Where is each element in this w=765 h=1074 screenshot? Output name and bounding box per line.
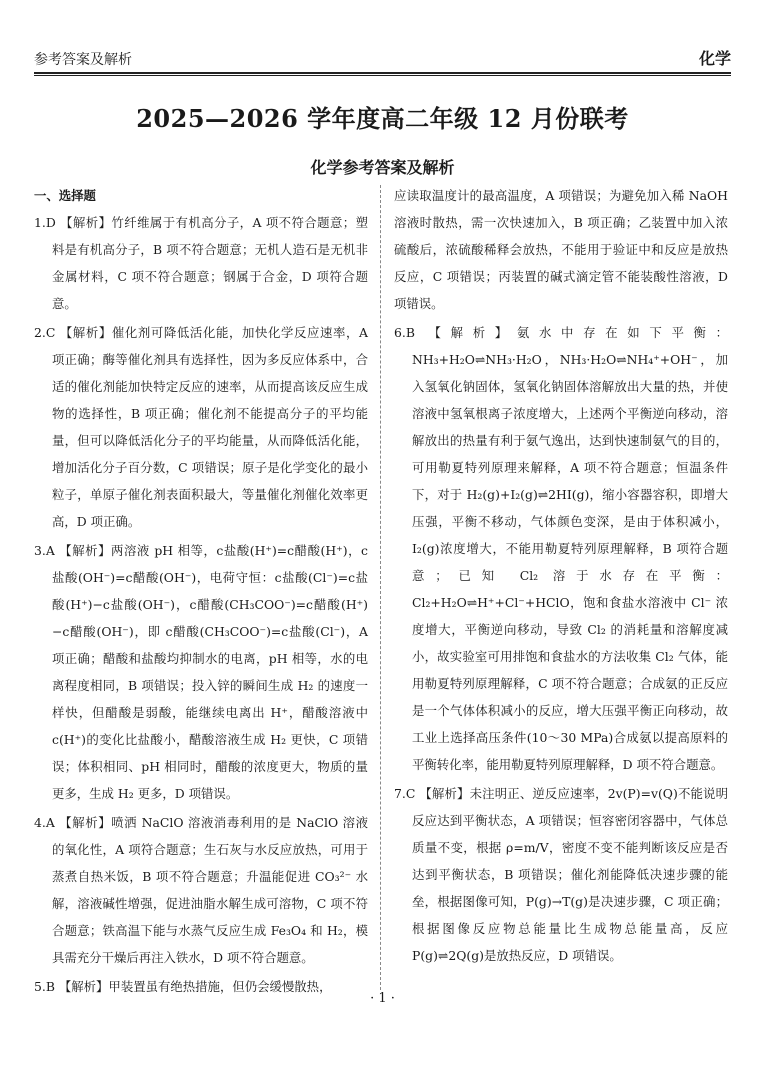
header-subject-label: 化学 — [698, 49, 731, 68]
header-left-label: 参考答案及解析 — [34, 52, 132, 68]
document-subtitle: 化学参考答案及解析 — [310, 158, 455, 177]
answer-item-5-continued: 应读取温度计的最高温度，A 项错误；为避免加入稀 NaOH 溶液时散热，需一次快速加入，B 项正确；乙装置中加入浓硫酸后，浓硫酸稀释会放热，不能用于验证中和反应是放热反应，C 项错误；丙装置的碱式滴定管不能装酸性溶液，D 项错误。 — [394, 188, 728, 311]
answer-item-2: 2.C 【解析】催化剂可降低活化能，加快化学反应速率，A 项正确；酶等催化剂具有选择性，因为多反应体系中，合适的催化剂能加快特定反应的速率，从而提高该反应生成物的选择性，B 项正确；催化剂不能提高分子的平均能量，但可以降低活化分子的平均能量，从而降低活化能，增加活化分子百分数，C 项错误；原子是化学变化的最小粒子，单原子催化剂表面积最大，等量催化剂催化效率更高，D 项正确。 — [34, 325, 368, 529]
answer-item-4: 4.A 【解析】喷洒 NaClO 溶液消毒利用的是 NaClO 溶液的氧化性，A 项符合题意；生石灰与水反应放热，可用于蒸煮自热米饭，B 项不符合题意；升温能促进 CO₃²⁻ 水解，溶液碱性增强，促进油脂水解生成可溶物，C 项不符合题意；铁高温下能与水蒸气反应生成 Fe₃O₄ 和 H₂，模具需充分干燥后再注入铁水，D 项不符合题意。 — [34, 815, 368, 965]
document-title: 2025—2026 学年度高二年级 12 月份联考 — [136, 104, 629, 133]
answer-item-3: 3.A 【解析】两溶液 pH 相等，c盐酸(H⁺)=c醋酸(H⁺)，c盐酸(OH⁻)=c醋酸(OH⁻)，电荷守恒：c盐酸(Cl⁻)=c盐酸(H⁺)−c盐酸(OH⁻)，c醋酸(CH₃COO⁻)=c醋酸(H⁺)−c醋酸(OH⁻)，即 c醋酸(CH₃COO⁻)=c盐酸(Cl⁻)，A 项正确；醋酸和盐酸均抑制水的电离，pH 相等，水的电离程度相同，B 项错误；投入锌的瞬间生成 H₂ 的速度一样快，但醋酸是弱酸，能继续电离出 H⁺，醋酸溶液中 c(H⁺)的变化比盐酸小，醋酸溶液生成 H₂ 更快，C 项错误；体积相同、pH 相同时，醋酸的浓度更大，物质的量更多，生成 H₂ 更多，D 项错误。 — [34, 543, 368, 801]
header-rule-thick — [34, 72, 731, 74]
answer-item-1: 1.D 【解析】竹纤维属于有机高分子，A 项不符合题意；塑料是有机高分子，B 项不符合题意；无机人造石是无机非金属材料，C 项不符合题意；钢属于合金，D 项符合题意。 — [34, 215, 368, 311]
header-rule-thin — [34, 75, 731, 76]
right-column — [394, 182, 728, 971]
answer-item-6: 6.B 【解析】氨水中存在如下平衡：NH₃+H₂O⇌NH₃·H₂O，NH₃·H₂O⇌NH₄⁺+OH⁻，加入氢氧化钠固体，氢氧化钠固体溶解放出大量的热，并使溶液中氢氧根离子浓度增大，上述两个平衡逆向移动，溶解放出的热量有利于氨气逸出，达到快速制氨气的目的，可用勒夏特列原理来解释，A 项不符合题意；恒温条件下，对于 H₂(g)+I₂(g)⇌2HI(g)，缩小容器容积，即增大压强，平衡不移动，气体颜色变深，是由于体积减小，I₂(g)浓度增大，不能用勒夏特列原理解释，B 项符合题意；已知 Cl₂ 溶于水存在平衡：Cl₂+H₂O⇌H⁺+Cl⁻+HClO，饱和食盐水溶液中 Cl⁻ 浓度增大，平衡逆向移动，导致 Cl₂ 的消耗量和溶解度减小，故实验室可用排饱和食盐水的方法收集 Cl₂ 气体，能用勒夏特列原理解释，C 项不符合题意；合成氨的正反应是一个气体体积减小的反应，增大压强平衡正向移动，故工业上选择高压条件(10～30 MPa)合成氨以提高原料的平衡转化率，能用勒夏特列原理解释，D 项不符合题意。 — [394, 325, 728, 772]
page-header — [34, 40, 731, 74]
answer-item-7: 7.C 【解析】未注明正、逆反应速率，2v(P)=v(Q)不能说明反应达到平衡状态，A 项错误；恒容密闭容器中，气体总质量不变，根据 ρ=m/V，密度不变不能判断该反应是否达到平衡状态，B 项错误；催化剂能降低决速步骤的能垒，根据图像可知，P(g)→T(g)是决速步骤，C 项正确；根据图像反应物总能量比生成物总能量高，反应 P(g)⇌2Q(g)是放热反应，D 项错误。 — [394, 786, 728, 963]
page-number: · 1 · — [370, 991, 395, 1006]
column-divider — [380, 185, 381, 990]
answer-item-5: 5.B 【解析】甲装置虽有绝热措施，但仍会缓慢散热， — [34, 979, 332, 994]
section-heading: 一、选择题 — [34, 188, 96, 203]
left-column — [34, 182, 368, 1002]
